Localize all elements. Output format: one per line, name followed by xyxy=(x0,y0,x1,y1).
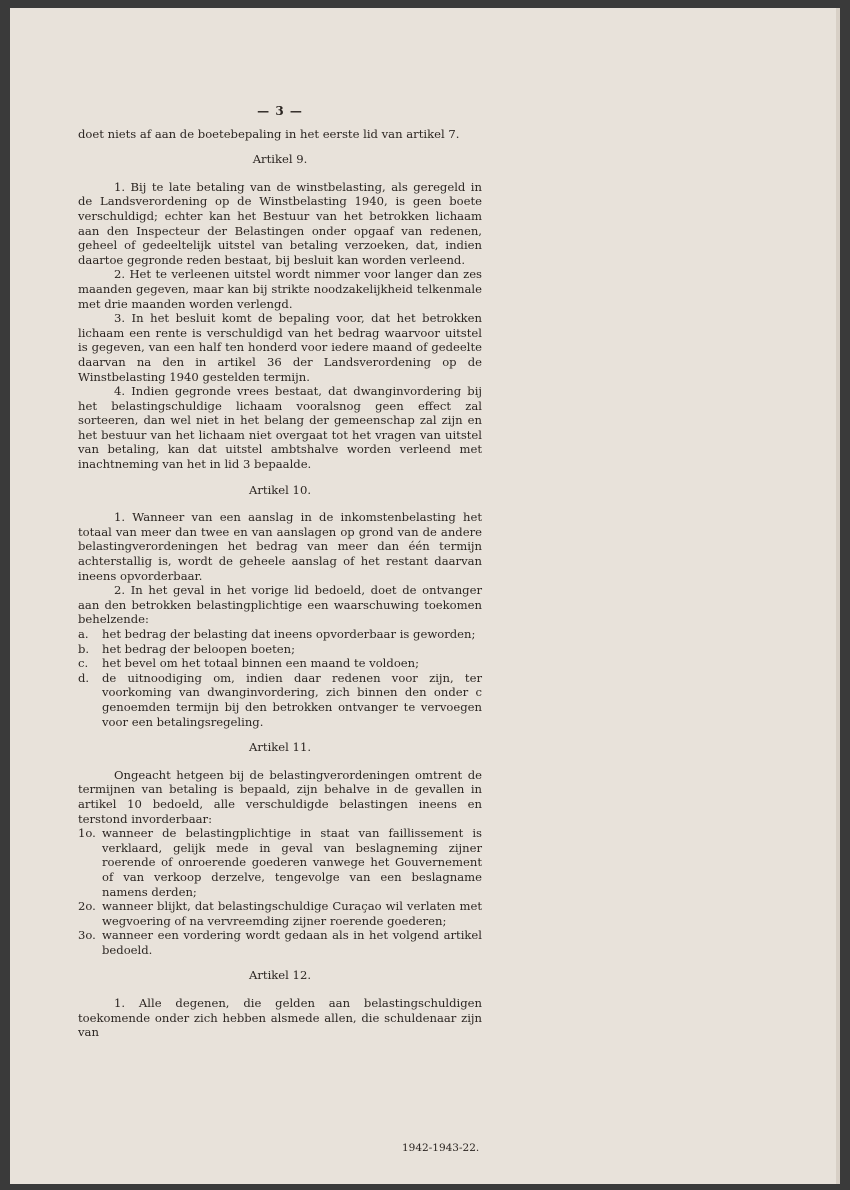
article-10-item-a xyxy=(78,627,482,642)
article-11-heading: Artikel 11. xyxy=(249,740,311,755)
article-9-para-3: 3. In het besluit komt de bepaling voor, dat het betrokken lichaam een rente is verschuldigd van het bedrag waarvoor uitstel is gegeven, van een half ten honderd voor iedere maand of gedeelte daarvan na den in artikel 36 der Landsverordening op de Winstbelasting 1940 gestelden termijn. xyxy=(78,311,482,384)
footer-reference: 1942-1943-22. xyxy=(402,1142,480,1154)
page-edge xyxy=(836,8,840,1184)
item-text: het bedrag der belasting dat ineens opvorderbaar is geworden; xyxy=(102,627,476,641)
article-11-item-2 xyxy=(78,899,482,928)
article-9-para-2: 2. Het te verleenen uitstel wordt nimmer voor langer dan zes maanden gegeven, maar kan bij strikte noodzakelijkheid telkenmale met drie maanden worden verlengd. xyxy=(78,267,482,311)
item-label: c. xyxy=(78,656,89,671)
article-10-para-2: 2. In het geval in het vorige lid bedoeld, doet de ontvanger aan den betrokken belastingplichtige een waarschuwing toekomen behelzende: xyxy=(78,583,482,627)
article-12-para-1: 1. Alle degenen, die gelden aan belastingschuldigen toekomende onder zich hebben alsmede allen, die schuldenaar zijn van xyxy=(78,996,482,1040)
article-9-para-1: 1. Bij te late betaling van de winstbelasting, als geregeld in de Landsverordening op de Winstbelasting 1940, is geen boete verschuldigd; echter kan het Bestuur van het betrokken lichaam aan den Inspecteur der Belastingen onder opgaaf van redenen, geheel of gedeeltelijk uitstel van betaling verzoeken, dat, indien daartoe gegronde reden bestaat, bij besluit kan worden verleend. xyxy=(78,179,482,267)
item-text: wanneer een vordering wordt gedaan als in het volgend artikel bedoeld. xyxy=(102,928,482,957)
item-text: de uitnoodiging om, indien daar redenen voor zijn, ter voorkoming van dwanginvordering, zich binnen den onder c genoemden termijn bij den betrokken ontvanger te vervoegen voor een betalingsregeling. xyxy=(102,670,482,729)
item-text: wanneer blijkt, dat belastingschuldige Curaçao wil verlaten met wegvoering of na vervreemding zijner roerende goederen; xyxy=(102,899,482,928)
article-11-item-1 xyxy=(78,826,482,899)
item-label: 1o. xyxy=(78,826,96,841)
item-label: a. xyxy=(78,627,89,641)
item-label: d. xyxy=(78,670,90,685)
item-text: het bedrag der beloopen boeten; xyxy=(102,641,295,656)
item-label: b. xyxy=(78,641,90,656)
article-10-item-d xyxy=(78,671,482,729)
text-column xyxy=(78,104,482,1040)
article-10-item-b xyxy=(78,642,482,657)
intro-line: doet niets af aan de boetebepaling in het eerste lid van artikel 7. xyxy=(78,126,460,141)
item-label: 3o. xyxy=(78,928,96,943)
item-text: wanneer de belastingplichtige in staat van faillissement is verklaard, gelijk mede in geval van beslagneming zijner roerende of onroerende goederen vanwege het Gouvernement of van verkoop derzelve, tengevolge van een beslagname namens derden; xyxy=(102,826,482,899)
article-12-heading: Artikel 12. xyxy=(249,968,311,983)
article-11-para-1: Ongeacht hetgeen bij de belastingverordeningen omtrent de termijnen van betaling is bepaald, zijn behalve in de gevallen in artikel 10 bedoeld, alle verschuldigde belastingen ineens en terstond invorderbaar: xyxy=(78,767,482,826)
page-number: — 3 — xyxy=(257,104,303,118)
article-9-para-4: 4. Indien gegronde vrees bestaat, dat dwanginvordering bij het belastingschuldige lichaam vooralsnog geen effect zal sorteeren, dan wel niet in het belang der gemeenschap zal zijn en het bestuur van het lichaam niet overgaat tot het vragen van uitstel van betaling, kan dat uitstel ambtshalve worden verleend met inachtneming van het in lid 3 bepaalde. xyxy=(78,384,482,472)
item-text: het bevel om het totaal binnen een maand te voldoen; xyxy=(102,656,420,671)
article-9-heading: Artikel 9. xyxy=(252,152,308,167)
article-11-item-3 xyxy=(78,928,482,957)
article-10-heading: Artikel 10. xyxy=(249,482,311,497)
article-10-para-1: 1. Wanneer van een aanslag in de inkomstenbelasting het totaal van meer dan twee en van aanslagen op grond van de andere belastingverordeningen het bedrag van meer dan één termijn achterstallig is, wordt de geheele aanslag of het restant daarvan ineens opvorderbaar. xyxy=(78,510,482,583)
document-page xyxy=(10,8,840,1184)
article-10-item-c xyxy=(78,656,482,671)
item-label: 2o. xyxy=(78,899,96,914)
